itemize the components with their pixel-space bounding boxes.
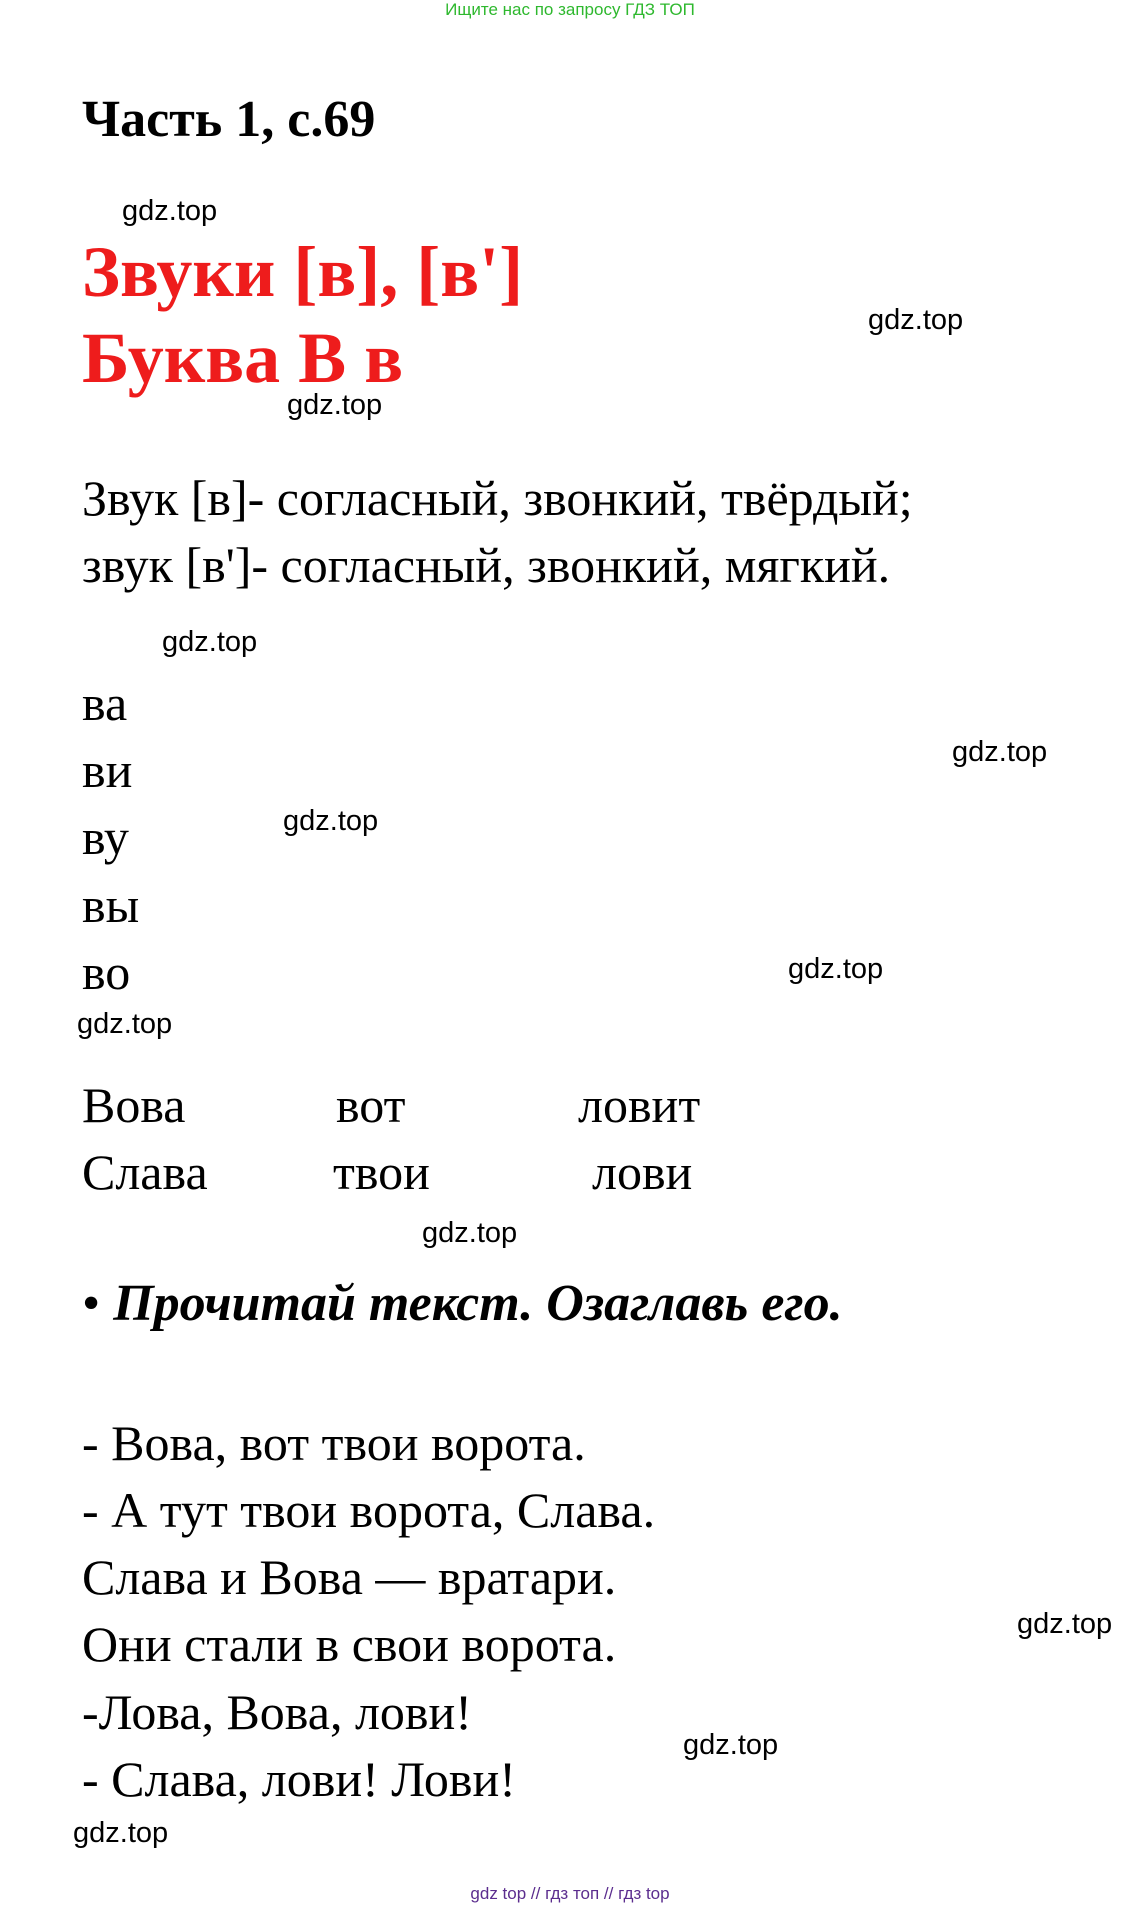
syllable-vo: во	[82, 944, 131, 1000]
story-line: Слава и Вова — вратари.	[82, 1549, 617, 1605]
watermark: gdz.top	[287, 389, 383, 421]
watermark: gdz.top	[77, 1008, 173, 1040]
page-reference: Часть 1, с.69	[82, 91, 376, 148]
syllable-vu: ву	[82, 809, 129, 865]
syllable-va: ва	[82, 675, 128, 731]
word-vova: Вова	[82, 1077, 186, 1133]
watermark: gdz.top	[162, 626, 258, 658]
syllable-vy: вы	[82, 877, 140, 933]
word-lovit: ловит	[578, 1077, 701, 1133]
story-line: -Лова, Вова, лови!	[82, 1684, 472, 1740]
task-text: Прочитай текст. Озаглавь его.	[113, 1275, 843, 1332]
watermark: gdz.top	[683, 1729, 779, 1761]
watermark: gdz.top	[283, 805, 379, 837]
watermark: gdz.top	[952, 736, 1048, 768]
syllable-vi: ви	[82, 742, 133, 798]
story-line: - Слава, лови! Лови!	[82, 1751, 516, 1807]
footer-links: gdz top // гдз топ // гдз top	[470, 1884, 670, 1903]
word-slava: Слава	[82, 1144, 208, 1200]
watermark: gdz.top	[868, 304, 964, 336]
task-bullet: •	[82, 1275, 101, 1332]
sound-description-hard: Звук [в]- согласный, звонкий, твёрдый;	[82, 470, 913, 526]
reading-task	[82, 1275, 843, 1332]
watermark: gdz.top	[422, 1217, 518, 1249]
watermark: gdz.top	[1017, 1608, 1113, 1640]
watermark: gdz.top	[788, 953, 884, 985]
lesson-title-letter: Буква В в	[82, 318, 404, 398]
story-line: Они стали в свои ворота.	[82, 1616, 617, 1672]
lesson-title-sounds: Звуки [в], [в']	[82, 232, 524, 312]
word-tvoi: твои	[333, 1144, 430, 1200]
word-lovi: лови	[592, 1144, 693, 1200]
watermark: gdz.top	[122, 195, 218, 227]
story-line: - А тут твои ворота, Слава.	[82, 1482, 656, 1538]
sound-description-soft: звук [в']- согласный, звонкий, мягкий.	[82, 537, 891, 593]
watermark: gdz.top	[73, 1817, 169, 1849]
top-banner: Ищите нас по запросу ГДЗ ТОП	[445, 0, 695, 19]
word-vot: вот	[336, 1077, 406, 1133]
story-line: - Вова, вот твои ворота.	[82, 1415, 586, 1471]
